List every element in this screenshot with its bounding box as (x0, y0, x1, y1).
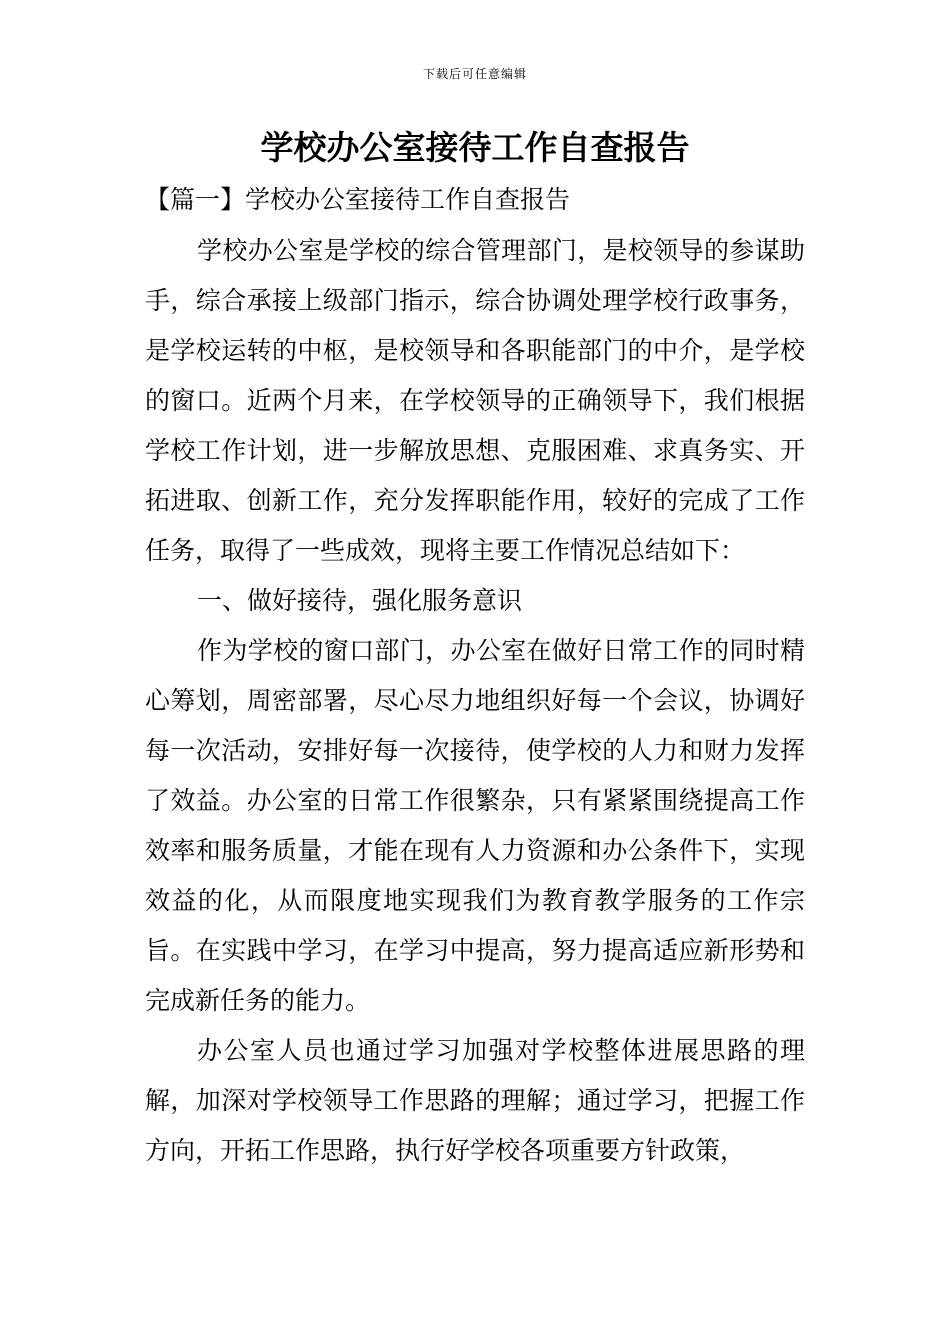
body-paragraph: 办公室人员也通过学习加强对学校整体进展思路的理解，加深对学校领导工作思路的理解；通过学习，把握工作方向，开拓工作思路，执行好学校各项重要方针政策， (145, 1036, 805, 1165)
document-body (145, 226, 805, 1176)
body-paragraph: 作为学校的窗口部门，办公室在做好日常工作的同时精心筹划，周密部署，尽心尽力地组织好每一个会议，协调好每一次活动，安排好每一次接待，使学校的人力和财力发挥了效益。办公室的日常工作很繁杂，只有紧紧围绕提高工作效率和服务质量，才能在现有人力资源和办公条件下，实现效益的化，从而限度地实现我们为教育教学服务的工作宗旨。在实践中学习，在学习中提高，努力提高适应新形势和完成新任务的能力。 (145, 636, 805, 1015)
document-title: 学校办公室接待工作自查报告 (260, 128, 690, 167)
header-note: 下载后可任意编辑 (422, 67, 527, 81)
body-paragraph: 学校办公室是学校的综合管理部门，是校领导的参谋助手，综合承接上级部门指示，综合协调处理学校行政事务，是学校运转的中枢，是校领导和各职能部门的中介，是学校的窗口。近两个月来，在学校领导的正确领导下，我们根据学校工作计划，进一步解放思想、克服困难、求真务实、开拓进取、创新工作，充分发挥职能作用，较好的完成了工作任务，取得了一些成效，现将主要工作情况总结如下： (145, 236, 805, 565)
section-heading: 一、做好接待，强化服务意识 (197, 586, 523, 615)
section-label: 【篇一】学校办公室接待工作自查报告 (145, 185, 571, 214)
